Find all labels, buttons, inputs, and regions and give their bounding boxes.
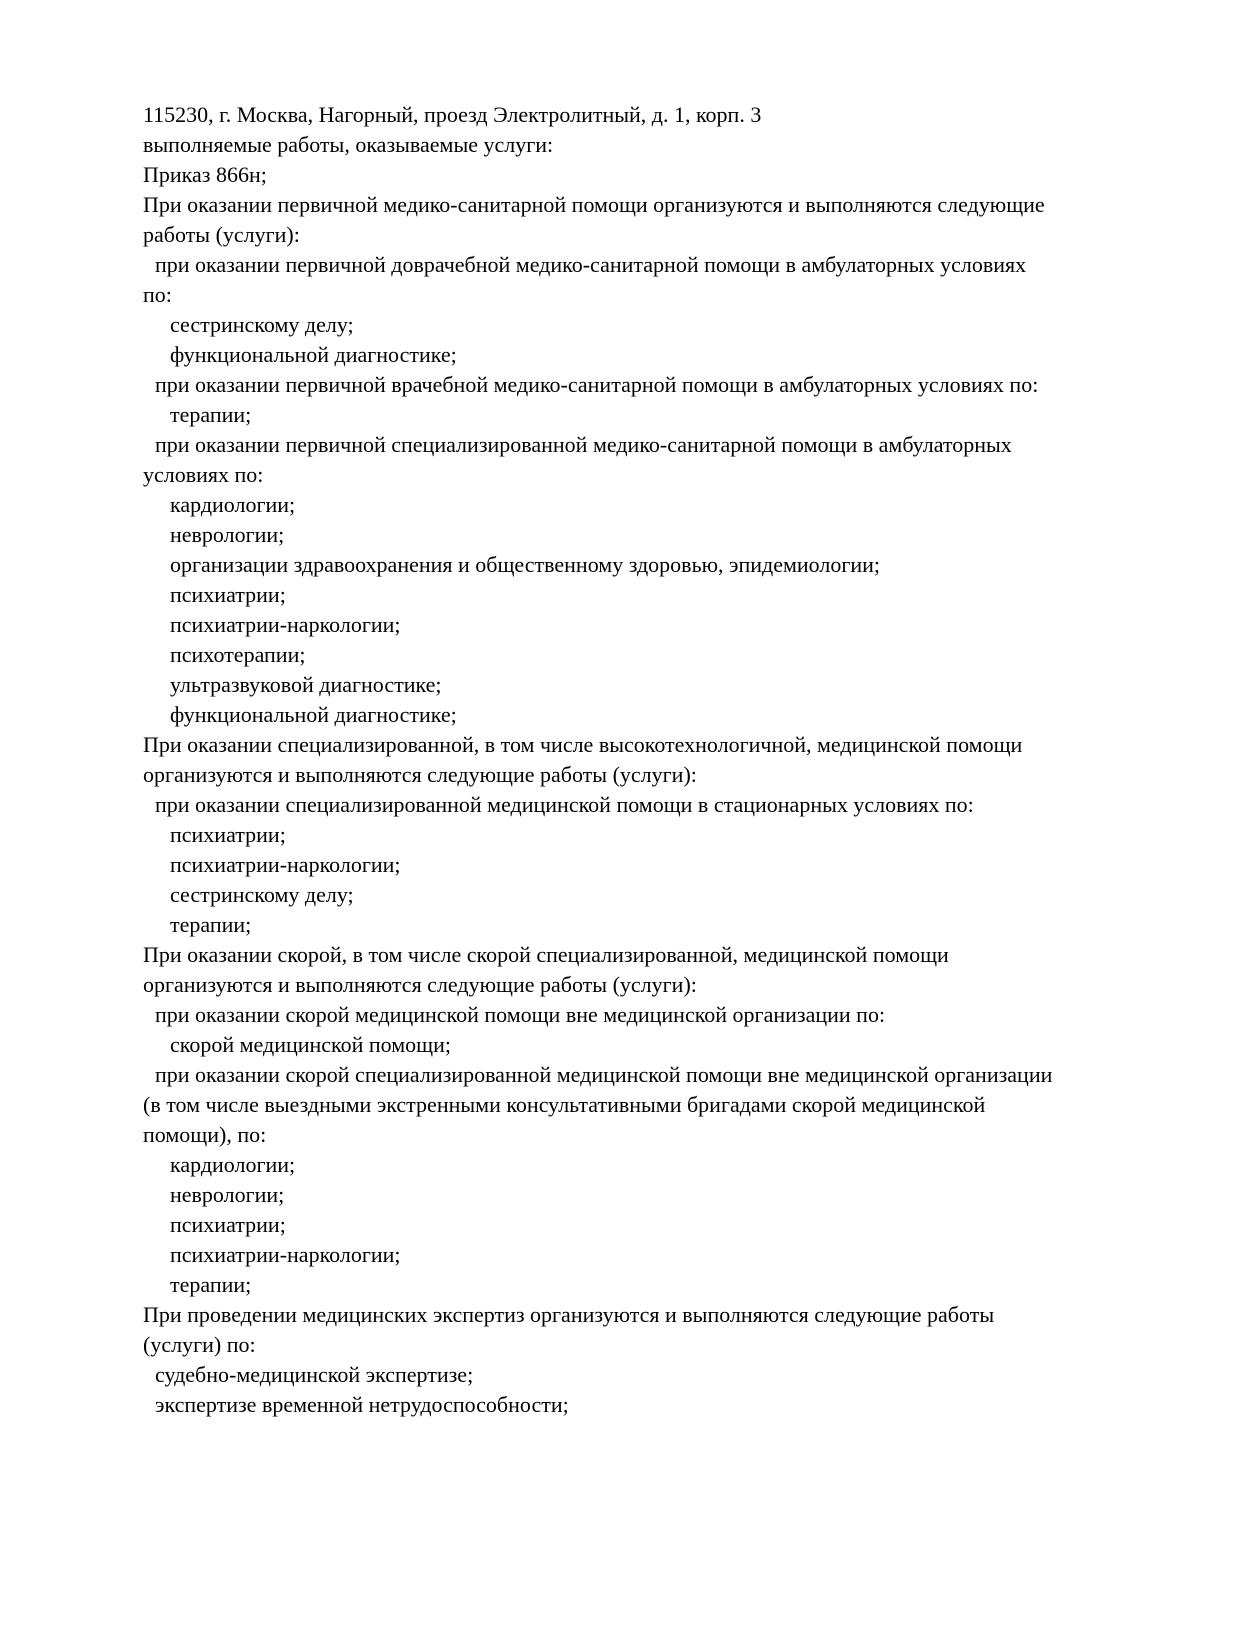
text-line: При проведении медицинских экспертиз организуются и выполняются следующие работы xyxy=(143,1302,995,1327)
text-line: экспертизе временной нетрудоспособности; xyxy=(155,1392,569,1417)
text-line: психиатрии-наркологии; xyxy=(170,612,401,637)
text-line: сестринскому делу; xyxy=(170,312,354,337)
text-line: выполняемые работы, оказываемые услуги: xyxy=(143,132,554,157)
text-line: при оказании скорой медицинской помощи вне медицинской организации по: xyxy=(155,1002,886,1027)
text-line: скорой медицинской помощи; xyxy=(170,1032,452,1057)
text-line: работы (услуги): xyxy=(143,222,300,247)
text-line: 115230, г. Москва, Нагорный, проезд Электролитный, д. 1, корп. 3 xyxy=(143,102,762,127)
text-line: психотерапии; xyxy=(170,642,306,667)
text-line: по: xyxy=(143,282,172,307)
text-line: Приказ 866н; xyxy=(143,162,267,187)
text-line: при оказании первичной специализированной медико-санитарной помощи в амбулаторных xyxy=(155,432,1012,457)
text-line: При оказании первичной медико-санитарной помощи организуются и выполняются следующие xyxy=(143,192,1045,217)
text-line: функциональной диагностике; xyxy=(170,342,457,367)
license-works-text-block xyxy=(143,100,1180,1420)
text-line: сестринскому делу; xyxy=(170,882,354,907)
text-line: психиатрии; xyxy=(170,1212,286,1237)
text-line: терапии; xyxy=(170,912,252,937)
text-line: судебно-медицинской экспертизе; xyxy=(155,1362,474,1387)
text-line: кардиологии; xyxy=(170,492,296,517)
text-line: организуются и выполняются следующие работы (услуги): xyxy=(143,972,697,997)
text-line: функциональной диагностике; xyxy=(170,702,457,727)
text-line: условиях по: xyxy=(143,462,264,487)
text-line: помощи), по: xyxy=(143,1122,267,1147)
text-line: психиатрии-наркологии; xyxy=(170,852,401,877)
text-line: терапии; xyxy=(170,1272,252,1297)
text-line: неврологии; xyxy=(170,522,285,547)
text-line: при оказании специализированной медицинской помощи в стационарных условиях по: xyxy=(155,792,974,817)
text-line: при оказании первичной доврачебной медико-санитарной помощи в амбулаторных условиях xyxy=(155,252,1027,277)
text-line: При оказании специализированной, в том числе высокотехнологичной, медицинской помощи xyxy=(143,732,1023,757)
text-line: при оказании скорой специализированной медицинской помощи вне медицинской организации xyxy=(155,1062,1053,1087)
text-line: при оказании первичной врачебной медико-санитарной помощи в амбулаторных условиях по: xyxy=(155,372,1039,397)
text-line: терапии; xyxy=(170,402,252,427)
text-line: (услуги) по: xyxy=(143,1332,256,1357)
text-line: психиатрии; xyxy=(170,582,286,607)
text-line: организуются и выполняются следующие работы (услуги): xyxy=(143,762,697,787)
text-line: психиатрии; xyxy=(170,822,286,847)
text-line: кардиологии; xyxy=(170,1152,296,1177)
text-line: организации здравоохранения и общественному здоровью, эпидемиологии; xyxy=(170,552,881,577)
text-line: (в том числе выездными экстренными консультативными бригадами скорой медицинской xyxy=(143,1092,986,1117)
text-line: психиатрии-наркологии; xyxy=(170,1242,401,1267)
text-line: неврологии; xyxy=(170,1182,285,1207)
text-line: ультразвуковой диагностике; xyxy=(170,672,442,697)
text-line: При оказании скорой, в том числе скорой специализированной, медицинской помощи xyxy=(143,942,949,967)
